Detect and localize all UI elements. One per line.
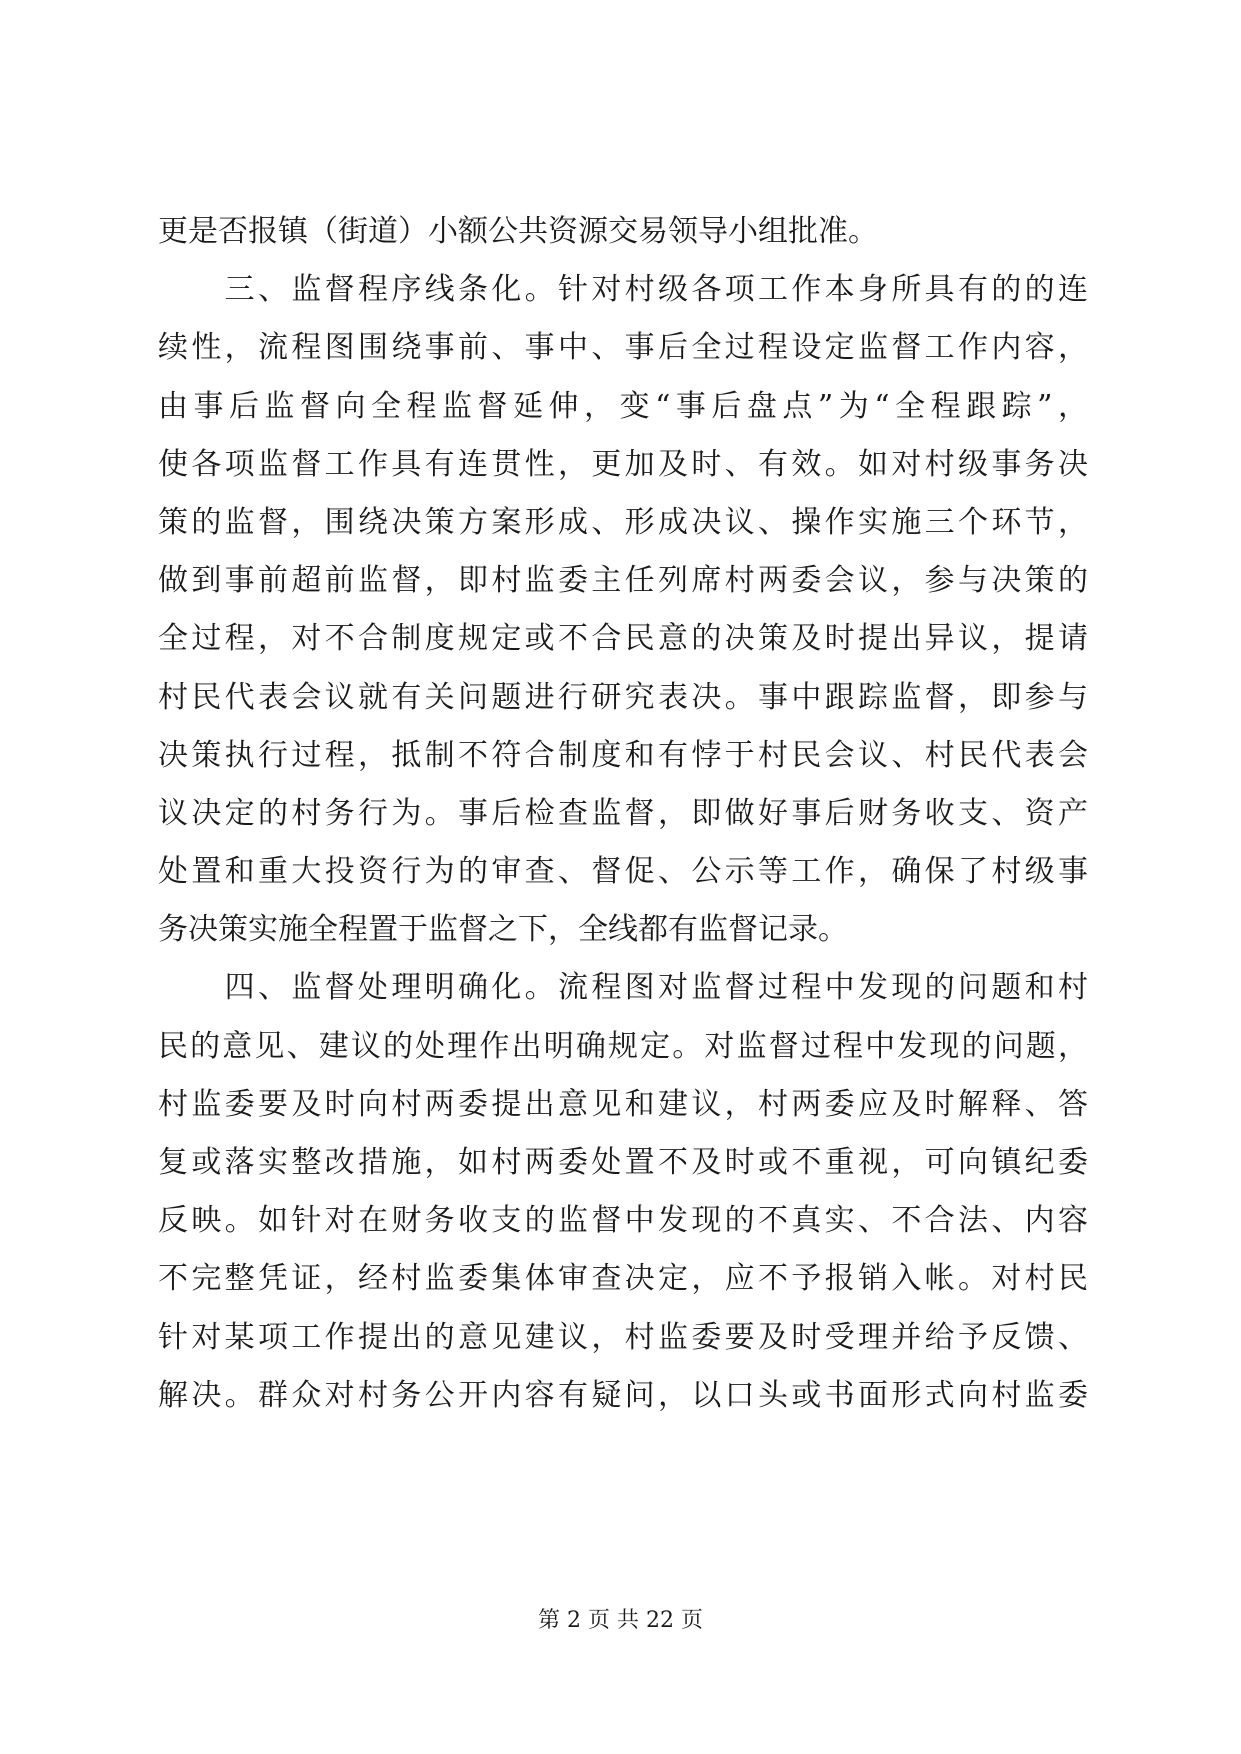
text-line: 使各项监督工作具有连贯性，更加及时、有效。如对村级事务决 <box>158 446 1088 482</box>
text-line: 续性，流程图围绕事前、事中、事后全过程设定监督工作内容， <box>158 330 1088 366</box>
text-line: 解决。群众对村务公开内容有疑问，以口头或书面形式向村监委 <box>158 1377 1088 1413</box>
text-line: 反映。如针对在财务收支的监督中发现的不真实、不合法、内容 <box>158 1203 1088 1239</box>
text-line: 务决策实施全程置于监督之下，全线都有监督记录。 <box>158 912 848 948</box>
text-line: 全过程，对不合制度规定或不合民意的决策及时提出异议，提请 <box>158 621 1088 657</box>
text-line: 议决定的村务行为。事后检查监督，即做好事后财务收支、资产 <box>158 795 1088 831</box>
text-line: 村监委要及时向村两委提出意见和建议，村两委应及时解释、答 <box>158 1086 1088 1122</box>
text-line: 决策执行过程，抵制不符合制度和有悖于村民会议、村民代表会 <box>158 737 1088 773</box>
body-text <box>158 203 1088 1425</box>
text-line: 处置和重大投资行为的审查、督促、公示等工作，确保了村级事 <box>158 854 1088 890</box>
text-line: 四、监督处理明确化。流程图对监督过程中发现的问题和村 <box>158 970 1088 1006</box>
text-line: 三、监督程序线条化。针对村级各项工作本身所具有的的连 <box>158 272 1088 308</box>
text-line: 由事后监督向全程监督延伸，变“事后盘点”为“全程跟踪”， <box>158 388 1088 424</box>
text-line: 策的监督，围绕决策方案形成、形成决议、操作实施三个环节， <box>158 504 1088 540</box>
text-line: 更是否报镇（街道）小额公共资源交易领导小组批准。 <box>158 214 878 249</box>
text-line: 民的意见、建议的处理作出明确规定。对监督过程中发现的问题， <box>158 1028 1088 1064</box>
page-number-footer: 第 2 页 共 22 页 <box>538 1608 703 1633</box>
text-line: 不完整凭证，经村监委集体审查决定，应不予报销入帐。对村民 <box>158 1261 1088 1297</box>
text-line: 复或落实整改措施，如村两委处置不及时或不重视，可向镇纪委 <box>158 1145 1088 1180</box>
text-line: 做到事前超前监督，即村监委主任列席村两委会议，参与决策的 <box>158 563 1088 599</box>
text-line: 针对某项工作提出的意见建议，村监委要及时受理并给予反馈、 <box>158 1319 1088 1355</box>
text-line: 村民代表会议就有关问题进行研究表决。事中跟踪监督，即参与 <box>158 679 1088 715</box>
